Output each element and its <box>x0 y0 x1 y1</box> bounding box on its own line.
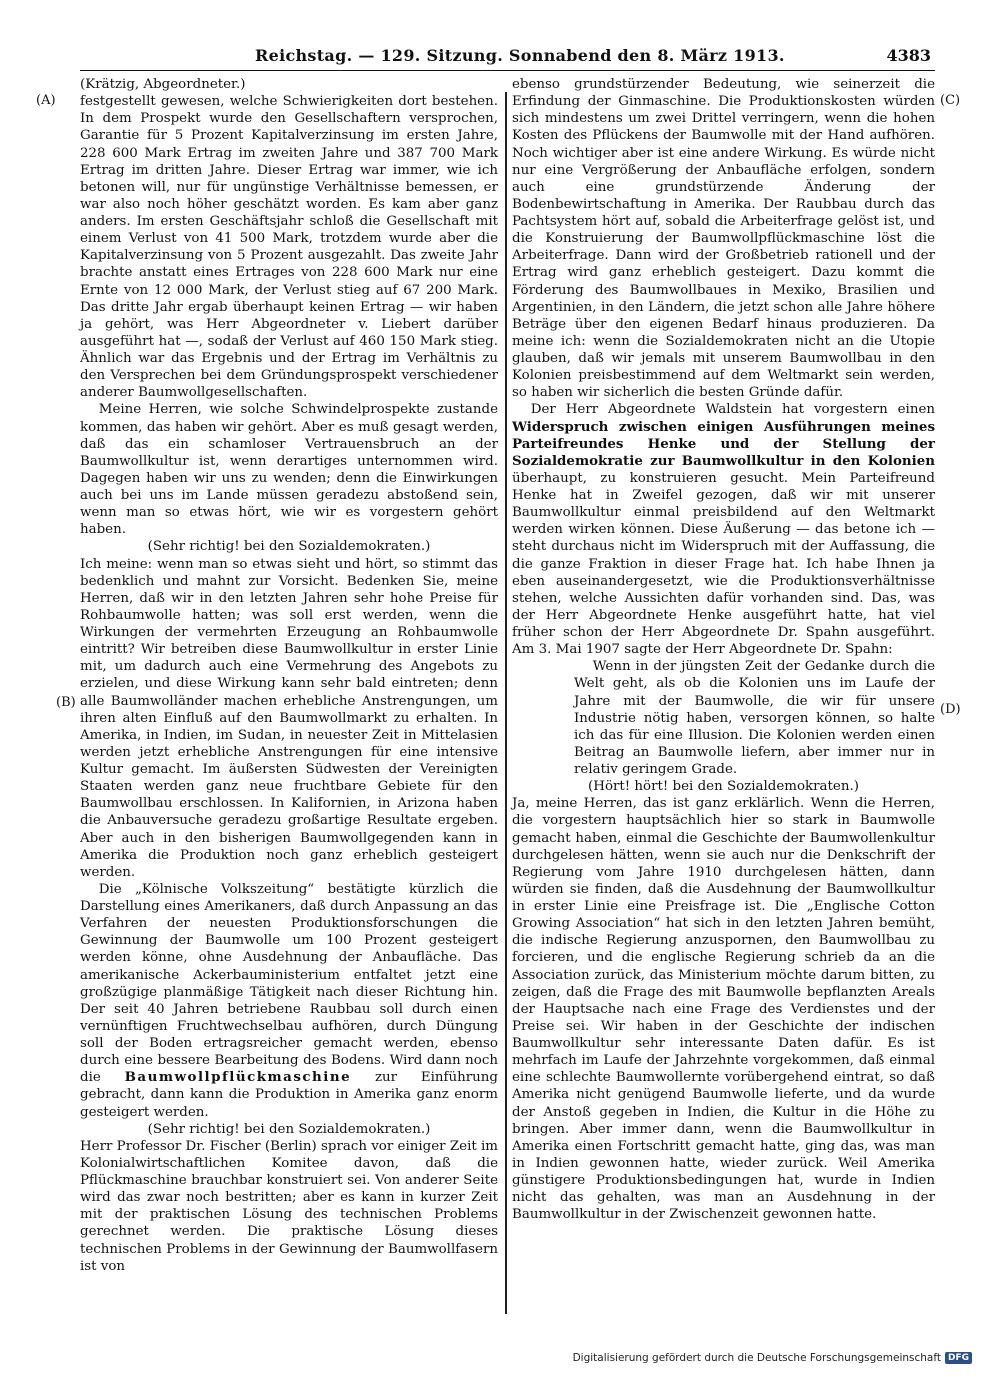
paragraph: Ich meine: wenn man so etwas sieht und hört, so stimmt das bedenklich und mahnt zur Vorsicht. Bedenken Sie, meine Herren, daß wir in den letzten Jahren sehr hohe Preise für Rohbaumwolle hatten; was soll erst werden, wenn die Wirkungen der vermehrten Erzeugung an Rohbaumwolle eintritt? Wir betreiben diese Baumwollkultur in erster Linie mit, um dadurch auch eine Vermehrung des Angebots zu erzielen, und diese Wirkung kann sehr bald eintreten; denn alle Baumwolländer machen erhebliche Anstrengungen, um ihren alten Einfluß auf den Baumwollmarkt zu erhalten. In Amerika, in Indien, im Sudan, in neuester Zeit in Mittelasien werden jetzt erhebliche Anstrengungen für eine intensive Kultur gemacht. Im äußersten Südwesten der Vereinigten Staaten werden ganz neue fruchtbare Gebiete für den Baumwollbau erschlossen. In Kalifornien, in Arizona haben die Anbauversuche geradezu großartige Resultate ergeben. Aber auch in den bisherigen Baumwollgegenden kann in Amerika die Produktion noch ganz erheblich gesteigert werden. <box>80 556 498 880</box>
emphasis-text: Widerspruch zwischen einigen Ausführungen meines Parteifreundes Henke und der Stellung der Sozialdemokratie zur Baumwollkultur in den Kolonien <box>512 418 935 469</box>
page-header <box>80 44 935 71</box>
paragraph: Ja, meine Herren, das ist ganz erklärlich. Wenn die Herren, die vorgestern hauptsächlich hier so stark in Baumwolle gemacht haben, einmal die Geschichte der Baumwollenkultur durchgelesen hätten, wenn sie auch nur die Denkschrift der Regierung vom Jahre 1910 durchgelesen hätten, dann würden sie finden, daß die Ausdehnung der Baumwollkultur in erster Linie eine Preisfrage ist. Die „Englische Cotton Growing Association“ hat sich in den letzten Jahren bemüht, die indische Regierung anzuspornen, den Baumwollbau zu forcieren, und die englische Regierung schrieb da an die Association zurück, das Ministerium möchte darum bitten, zu zeigen, daß die Frage des mit Baumwolle bepflanzten Areals der Hauptsache nach eine Frage des Verdienstes und der Preise sei. Wir haben in der Geschichte der indischen Baumwollkultur sehr interessante Daten dafür. Es ist mehrfach im Laufe der Jahrzehnte vorgekommen, daß einmal eine schlechte Baumwollernte vorübergehend eintrat, so daß Amerika nicht genügend Baumwolle lieferte, und da wurde der Anstoß gegeben in Indien, die Kultur in die Höhe zu bringen. Aber immer dann, wenn die Baumwollkultur in Amerika einen Fortschritt gemacht hatte, ging das, was man in Indien gewonnen hatte, wieder zurück. Weil Amerika günstigere Produktionsbedingungen hat, wurde in Indien nicht das gehalten, was man an Ausdehnung in der Baumwollkultur in der Zwischenzeit gewonnen hatte. <box>512 796 935 1223</box>
margin-marker-b: (B) <box>56 695 76 710</box>
paragraph-text: überhaupt, zu konstruieren gesucht. Mein Parteifreund Henke hat in Zweifel gezogen, daß wir mit unserer Baumwollkultur einmal preisbildend auf den Weltmarkt werden wirken können. Diese Äußerung — das betone ich — steht durchaus nicht im Widerspruch mit der Auffassung, die die ganze Fraktion in dieser Frage hat. Ich habe Ihnen ja eben auseinandergesetzt, wie die Produktionsverhältnisse stehen, welche Aussichten dafür vorhanden sind. Das, was der Herr Abgeordnete Henke ausgeführt hatte, hat viel früher schon der Herr Abgeordnete Dr. Spahn ausgeführt. Am 3. Mai 1907 sagte der Herr Abgeordnete Dr. Spahn: <box>512 470 935 658</box>
paragraph-text: Die „Kölnische Volkszeitung“ bestätigte kürzlich die Darstellung eines Amerikaners, daß durch Anpassung an das Verfahren der neuesten Produktionsforschungen die Gewinnung der Baumwolle um 100 Prozent gesteigert werden könne, ohne Ausdehnung der Anbaufläche. Das amerikanische Ackerbauministerium entfaltet jetzt eine großzügige planmäßige Tätigkeit nach dieser Richtung hin. Der seit 40 Jahren betriebene Raubbau soll durch einen vernünftigen Fruchtwechselbau aufhören, durch Düngung soll der Boden ertragsreicher gemacht werden, ebenso durch eine bessere Bearbeitung des Bodens. Wird dann noch die <box>80 881 498 1086</box>
interjection: (Sehr richtig! bei den Sozialdemokraten.) <box>147 539 431 555</box>
margin-marker-c: (C) <box>940 93 961 108</box>
interjection: (Hört! hört! bei den Sozialdemokraten.) <box>588 779 859 795</box>
paragraph-text: Der Herr Abgeordnete Waldstein hat vorgestern einen <box>530 402 935 418</box>
paragraph: Meine Herren, wie solche Schwindelprospekte zustande kommen, das haben wir gehört. Aber es muß gesagt werden, daß das ein schamloser Vertrauensbruch an der Baumwollkultur ist, wenn derartiges unternommen wird. Dagegen haben wir uns zu wenden; denn die Einwirkungen auch bei uns im Lande müssen geradezu abstoßend sein, wenn man so etwas hört, wie wir es vorgestern gehört haben. <box>80 402 498 538</box>
paragraph <box>80 881 498 1121</box>
speaker-note: (Krätzig, Abgeordneter.) <box>80 77 246 92</box>
quote: Wenn in der jüngsten Zeit der Gedanke durch die Welt geht, als ob die Kolonien uns im Laufe der Jahre mit der Baumwolle, die wir für unsere Industrie nötig haben, versorgen können, so halte ich das für eine Illusion. Die Kolonien werden einen Beitrag an Baumwolle liefern, aber immer nur in relativ geringem Grade. <box>574 659 935 777</box>
header-title: Reichstag. — 129. Sitzung. Sonnabend den 8. März 1913. <box>255 46 785 65</box>
paragraph-text: zur Einführung gebracht, dann kann die Produktion in Amerika ganz enorm gesteigert werden. <box>80 1070 498 1120</box>
paragraph: festgestellt gewesen, welche Schwierigkeiten dort bestehen. In dem Prospekt wurde den Gesellschaftern versprochen, Garantie für 5 Prozent Kapitalverzinsung im ersten Jahre, 228 600 Mark Ertrag im zweiten Jahre und 387 700 Mark Ertrag im dritten Jahre. Dieser Ertrag war immer, wie ich betonen will, nur für ungünstige Verhältnisse bemessen, er war also noch höher geschätzt worden. Es kam aber ganz anders. Im ersten Geschäftsjahr schloß die Gesellschaft mit einem Verlust von 41 500 Mark, trotzdem wurde aber die Kapitalverzinsung von 5 Prozent ausgezahlt. Das zweite Jahr brachte anstatt eines Ertrages von 228 600 Mark nur eine Ernte von 12 000 Mark, der Verlust stieg auf 67 200 Mark. Das dritte Jahr ergab überhaupt keinen Ertrag — wir haben ja gehört, was Herr Abgeordneter v. Liebert darüber ausgeführt hat —, sodaß der Verlust auf 460 150 Mark stieg. Ähnlich war das Ergebnis und der Ertrag im Verhältnis zu den Versprechen bei dem Gründungsprospekt verschiedener anderer Baumwollgesellschaften. <box>80 94 498 401</box>
paragraph <box>512 401 935 658</box>
interjection: (Sehr richtig! bei den Sozialdemokraten.) <box>147 1121 431 1137</box>
paragraph: ebenso grundstürzender Bedeutung, wie seinerzeit die Erfindung der Ginmaschine. Die Produktionskosten würden sich mindestens um zwei Drittel verringern, wenn die hohen Kosten des Pflückens der Baumwolle mit der Hand aufhören. Noch wichtiger aber ist eine andere Wirkung. Es würde nicht nur eine Vergrößerung der Anbaufläche erfolgen, sondern auch eine grundstürzende Änderung der Bodenbewirtschaftung in Amerika. Der Raubbau durch das Pachtsystem hört auf, sobald die Arbeiterfrage gelöst ist, und die Konstruierung der Baumwollpflückmaschine löst die Arbeiterfrage. Dann wird der Großbetrieb rationell und der Ertrag wird ganz erheblich gesteigert. Dazu kommt die Förderung des Baumwollbaues in Mexiko, Brasilien und Argentinien, in den Ländern, die jetzt schon alle Jahre höhere Beträge über den eigenen Bedarf hinaus produzieren. Da meine ich: wenn die Sozialdemokraten nicht an die Utopie glauben, daß wir jemals mit unserem Baumwollbau in den Kolonien preisbestimmend auf dem Weltmarkt sein werden, so haben wir sicherlich die besten Gründe dafür. <box>512 77 935 401</box>
paragraph: Herr Professor Dr. Fischer (Berlin) sprach vor einiger Zeit im Kolonialwirtschaftlichen Komitee davon, daß die Pflückmaschine brauchbar konstruiert sei. Von anderer Seite wird das zwar noch bestritten; aber es kann in kurzer Zeit mit der praktischen Lösung des technischen Problems gerechnet werden. Die praktische Lösung dieses technischen Problems in der Gewinnung der Baumwollfasern ist von <box>80 1138 498 1274</box>
page-number: 4383 <box>886 46 931 65</box>
emphasis-text: Baumwollpflückmaschine <box>124 1069 352 1086</box>
footer-text: Digitalisierung gefördert durch die Deutsche Forschungsgemeinschaft <box>572 1352 941 1364</box>
margin-marker-d: (D) <box>940 702 961 717</box>
footer-credit <box>573 1352 972 1364</box>
left-column <box>80 76 498 1275</box>
dfg-logo-icon: DFG <box>945 1352 972 1364</box>
right-column <box>512 76 935 1223</box>
column-divider <box>505 92 507 1314</box>
margin-marker-a: (A) <box>36 93 56 108</box>
